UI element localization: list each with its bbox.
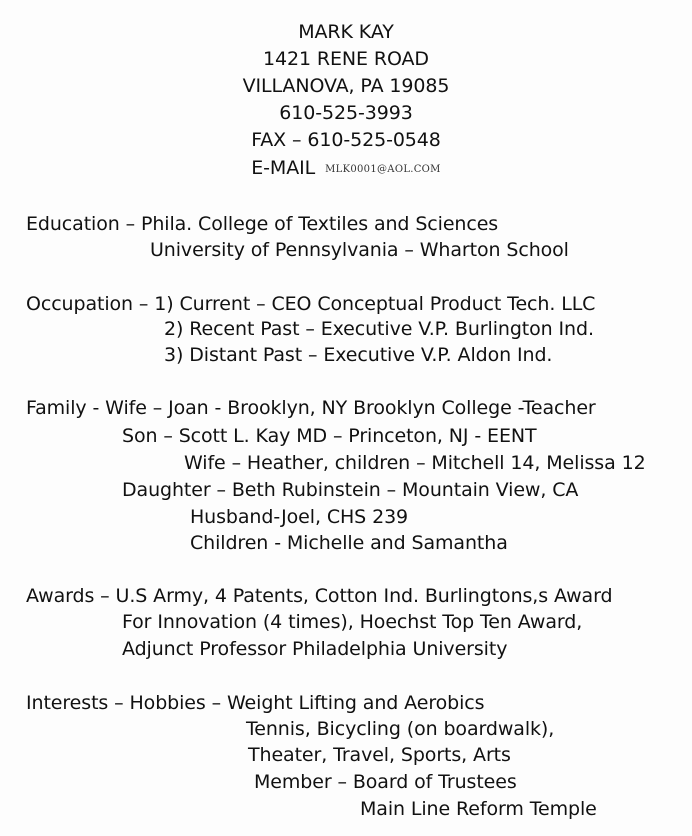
family-line-2: Son – Scott L. Kay MD – Princeton, NJ - EENT: [122, 425, 537, 447]
awards-line-2: For Innovation (4 times), Hoechst Top Ten Award,: [122, 611, 583, 633]
interests-line-4: Member – Board of Trustees: [254, 771, 517, 793]
interests-line-2: Tennis, Bicycling (on boardwalk),: [246, 718, 555, 740]
header-name: MARK KAY: [298, 21, 394, 43]
interests-line-1: Interests – Hobbies – Weight Lifting and Aerobics: [26, 692, 485, 714]
header-street: 1421 RENE ROAD: [263, 48, 429, 70]
interests-line-3: Theater, Travel, Sports, Arts: [248, 744, 511, 766]
family-line-3: Wife – Heather, children – Mitchell 14, Melissa 12: [184, 452, 646, 474]
occupation-line-1: Occupation – 1) Current – CEO Conceptual Product Tech. LLC: [26, 293, 596, 315]
occupation-line-2: 2) Recent Past – Executive V.P. Burlington Ind.: [164, 318, 594, 340]
occupation-line-3: 3) Distant Past – Executive V.P. Aldon Ind.: [164, 344, 553, 366]
header-email-line: [0, 156, 692, 182]
header-phone: 610-525-3993: [279, 102, 413, 124]
email-value: MLK0001@AOL.COM: [325, 164, 441, 175]
awards-line-3: Adjunct Professor Philadelphia University: [122, 638, 508, 660]
email-label: E-MAIL: [251, 157, 316, 179]
awards-line-1: Awards – U.S Army, 4 Patents, Cotton Ind. Burlingtons,s Award: [26, 585, 613, 607]
interests-line-5: Main Line Reform Temple: [360, 798, 597, 820]
family-line-5: Husband-Joel, CHS 239: [190, 506, 409, 528]
family-line-4: Daughter – Beth Rubinstein – Mountain View, CA: [122, 479, 579, 501]
education-line-2: University of Pennsylvania – Wharton School: [150, 239, 569, 261]
header-fax: FAX – 610-525-0548: [251, 129, 441, 151]
header-city: VILLANOVA, PA 19085: [242, 75, 450, 97]
family-line-1: Family - Wife – Joan - Brooklyn, NY Brooklyn College -Teacher: [26, 397, 596, 419]
education-line-1: Education – Phila. College of Textiles and Sciences: [26, 213, 499, 235]
family-line-6: Children - Michelle and Samantha: [190, 532, 508, 554]
